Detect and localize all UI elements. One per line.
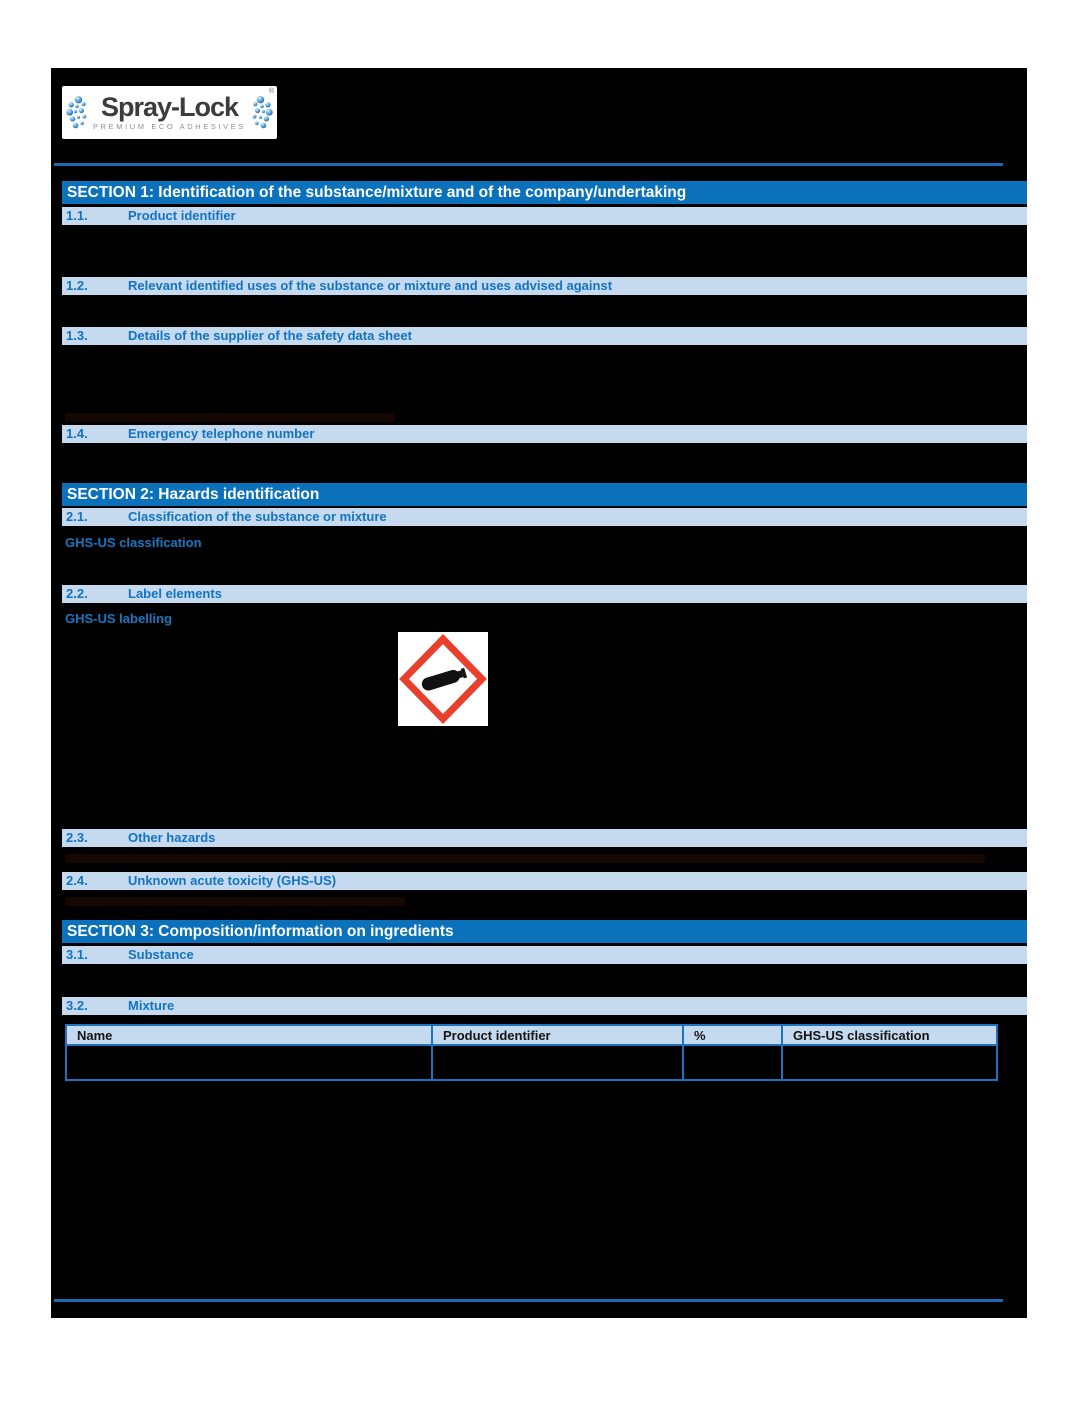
logo-tagline-text: PREMIUM ECO ADHESIVES [93, 122, 246, 132]
ghs-us-labelling-heading: GHS-US labelling [65, 611, 172, 626]
ghost-text-artifact [65, 897, 405, 906]
spray-lock-logo [62, 86, 277, 139]
column-header-product-identifier: Product identifier [432, 1025, 683, 1045]
column-header-name: Name [66, 1025, 432, 1045]
subsection-label: Emergency telephone number [128, 426, 315, 441]
subsection-label: Product identifier [128, 208, 236, 223]
column-header-percent: % [683, 1025, 782, 1045]
section-3-header: SECTION 3: Composition/information on ingredients [62, 920, 1027, 943]
subsection-2-4 [62, 872, 1027, 890]
subsection-1-4 [62, 425, 1027, 443]
subsection-number: 3.1. [66, 947, 88, 962]
subsection-number: 2.2. [66, 586, 88, 601]
cell-percent [683, 1045, 782, 1080]
section-2-header: SECTION 2: Hazards identification [62, 483, 1027, 506]
sds-document-page [51, 68, 1027, 1318]
subsection-label: Relevant identified uses of the substance or mixture and uses advised against [128, 278, 613, 293]
header-divider-line [54, 163, 1003, 166]
logo-bubbles-left-icon [66, 89, 91, 137]
subsection-2-2 [62, 585, 1027, 603]
ingredients-table [65, 1024, 998, 1081]
registered-trademark-symbol: ® [268, 88, 274, 95]
ingredients-table-row [66, 1045, 997, 1080]
cell-ghs-classification [782, 1045, 997, 1080]
subsection-number: 2.1. [66, 509, 88, 524]
subsection-number: 1.2. [66, 278, 88, 293]
section-1-header: SECTION 1: Identification of the substance/mixture and of the company/undertaking [62, 181, 1027, 204]
column-header-ghs-classification: GHS-US classification [782, 1025, 997, 1045]
ghost-text-artifact [65, 854, 985, 863]
subsection-1-1 [62, 207, 1027, 225]
subsection-2-1 [62, 508, 1027, 526]
ghost-text-artifact [65, 413, 395, 422]
logo-bubbles-right-icon [248, 89, 273, 137]
ingredients-table-header-row [66, 1025, 997, 1045]
subsection-number: 1.3. [66, 328, 88, 343]
subsection-number: 2.3. [66, 830, 88, 845]
ghs04-gas-cylinder-pictogram-icon [398, 632, 488, 726]
subsection-number: 1.4. [66, 426, 88, 441]
subsection-2-3 [62, 829, 1027, 847]
subsection-number: 2.4. [66, 873, 88, 888]
logo-text-block [93, 94, 246, 131]
subsection-label: Substance [128, 947, 194, 962]
subsection-label: Label elements [128, 586, 222, 601]
subsection-label: Mixture [128, 998, 175, 1013]
subsection-3-1 [62, 946, 1027, 964]
ghs-us-classification-heading: GHS-US classification [65, 535, 202, 550]
subsection-label: Details of the supplier of the safety data sheet [128, 328, 412, 343]
subsection-3-2 [62, 997, 1027, 1015]
footer-divider-line [54, 1299, 1003, 1302]
subsection-number: 1.1. [66, 208, 88, 223]
logo-brand-text: Spray-Lock [100, 92, 239, 123]
subsection-label: Other hazards [128, 830, 216, 845]
cell-name [66, 1045, 432, 1080]
subsection-label: Classification of the substance or mixture [128, 509, 387, 524]
cell-product-identifier [432, 1045, 683, 1080]
subsection-number: 3.2. [66, 998, 88, 1013]
subsection-1-2 [62, 277, 1027, 295]
subsection-label: Unknown acute toxicity (GHS-US) [128, 873, 337, 888]
subsection-1-3 [62, 327, 1027, 345]
